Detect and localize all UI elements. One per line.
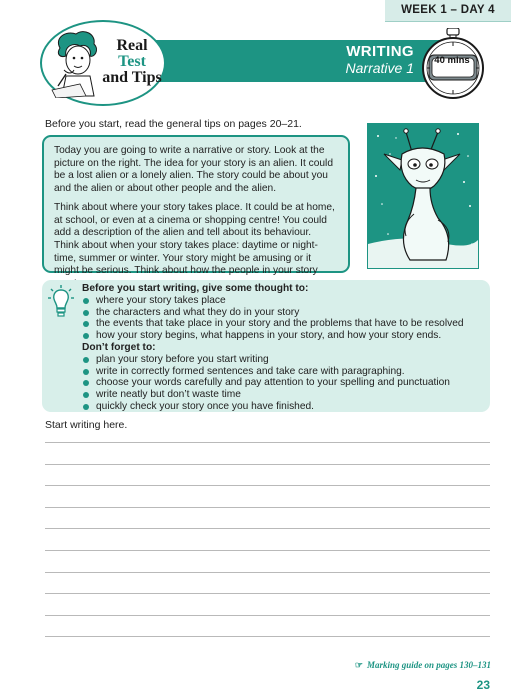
writing-line[interactable] <box>45 593 490 594</box>
section-subtitle: Narrative 1 <box>345 60 414 76</box>
tips-heading-before: Before you start writing, give some thought to: <box>82 283 309 294</box>
alien-illustration <box>367 123 479 269</box>
list-item: choose your words carefully and pay attention to your spelling and punctuation <box>82 377 487 389</box>
task-paragraph-1: Today you are going to write a narrative or story. Look at the picture on the right. The idea for your story is an alien. It could be a lost alien or a lonely alien. The story could be about you and the alien or about other people and the alien. <box>54 145 333 195</box>
task-description-box <box>42 135 350 277</box>
list-item: where your story takes place <box>82 295 487 307</box>
writing-line[interactable] <box>45 464 490 465</box>
writing-line[interactable] <box>45 528 490 529</box>
list-item: how your story begins, what happens in your story, and how your story ends. <box>82 330 487 342</box>
marking-guide-note <box>355 660 491 671</box>
tips-content <box>82 283 487 413</box>
tips-list-dont-forget <box>82 354 487 413</box>
writing-line[interactable] <box>45 615 490 616</box>
writing-lines[interactable] <box>45 442 490 658</box>
list-item: write neatly but don’t waste time <box>82 389 487 401</box>
week-day-badge: WEEK 1 – DAY 4 <box>385 0 511 22</box>
page-number: 23 <box>476 678 490 692</box>
task-paragraph-2: Think about where your story takes place. It could be at home, at school, or even at a cinema or shopping centre! You could add a description of the alien and tell about its behaviour. Think about when your story takes place: daytime or night-time, summer or winter. Your story might be amusing or it might be serious. Think about how the people in your story <box>54 201 335 277</box>
list-item: plan your story before you start writing <box>82 354 487 366</box>
logo-line-2: Test <box>118 53 146 70</box>
tips-heading-dont-forget: Don’t forget to: <box>82 341 156 353</box>
section-title <box>346 43 414 77</box>
list-item: quickly check your story once you have finished. <box>82 401 487 413</box>
marking-guide-text: Marking guide on pages 130–131 <box>366 660 491 670</box>
logo-line-1: Real <box>116 37 148 54</box>
logo-line-3: and Tips <box>102 69 162 86</box>
writing-line[interactable] <box>45 636 490 637</box>
writing-line[interactable] <box>45 572 490 573</box>
list-item: the events that take place in your story and the problems that have to be resolved <box>82 318 487 330</box>
writing-line[interactable] <box>45 550 490 551</box>
start-writing-label: Start writing here. <box>45 419 128 431</box>
list-item: write in correctly formed sentences and take care with paragraphing. <box>82 366 487 378</box>
writing-line[interactable] <box>45 442 490 443</box>
list-item: the characters and what they do in your story <box>82 307 487 319</box>
timer-label: 40 mins <box>434 55 470 66</box>
pointing-hand-icon: ☞ <box>354 660 363 670</box>
writing-line[interactable] <box>45 485 490 486</box>
logo-title <box>101 38 163 86</box>
writing-line[interactable] <box>45 507 490 508</box>
section-title-text: WRITING <box>346 43 414 60</box>
intro-instruction: Before you start, read the general tips on pages 20–21. <box>45 118 302 130</box>
lightbulb-icon <box>48 284 74 318</box>
tips-list-before <box>82 295 487 342</box>
